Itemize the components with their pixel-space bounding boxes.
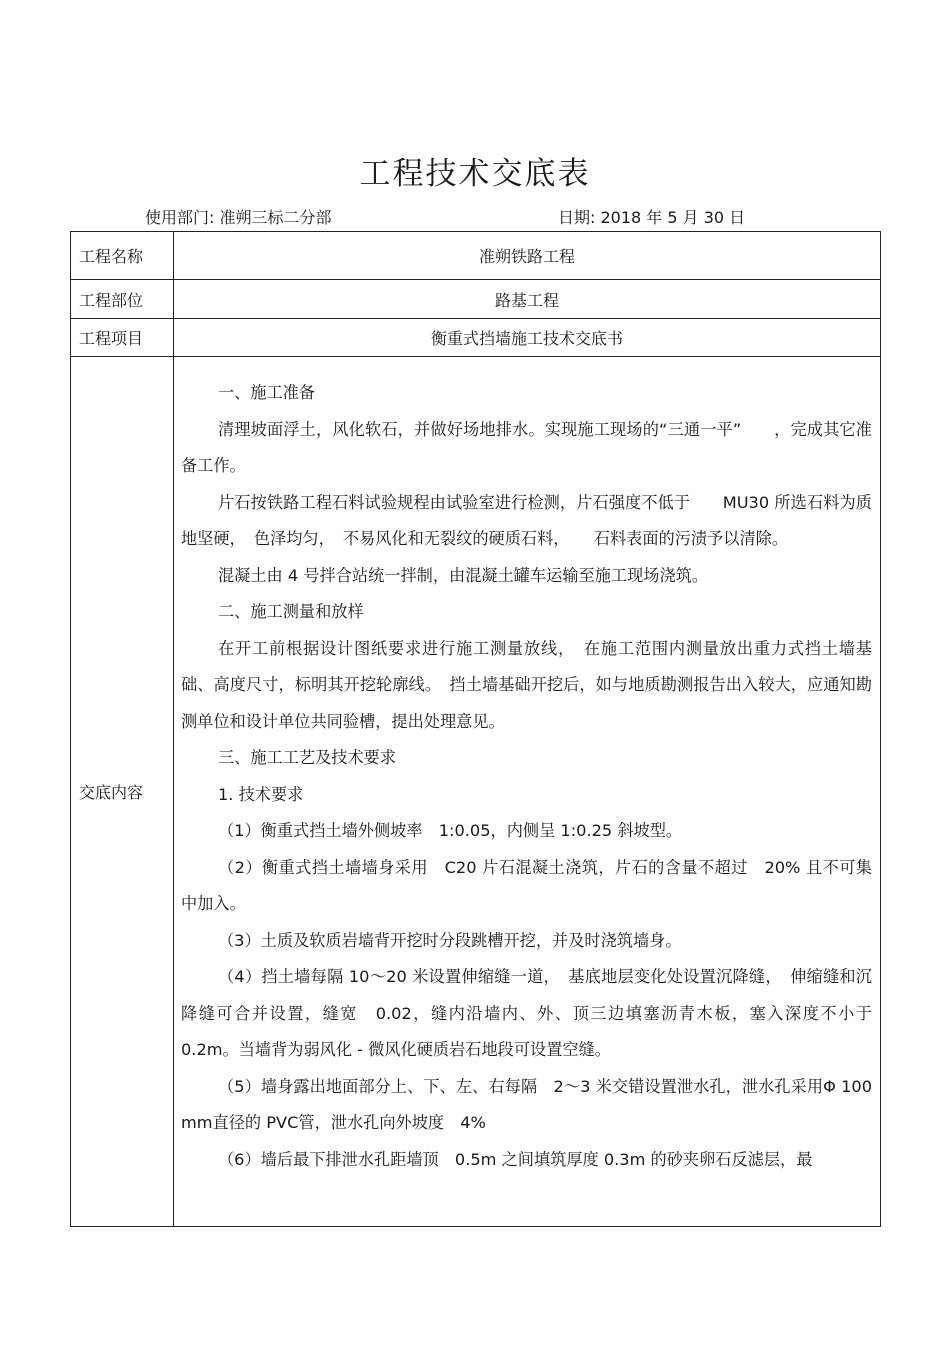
content-paragraph: 混凝土由 4 号拌合站统一拌制，由混凝土罐车运输至施工现场浇筑。 xyxy=(218,565,709,585)
date-label: 日期: 2018 年 5 月 30 日 xyxy=(558,208,746,227)
row-label-project-item: 工程项目 xyxy=(71,319,174,357)
row-label-project-section: 工程部位 xyxy=(71,280,174,319)
content-paragraph: （5）墙身露出地面部分上、下、左、右每隔 2～3 米交错设置泄水孔，泄水孔采用Φ 100 mm直径的 PVC管，泄水孔向外坡度 4% xyxy=(181,1076,872,1132)
content-paragraph: 1. 技术要求 xyxy=(218,784,304,804)
row-label-project-name: 工程名称 xyxy=(71,232,174,280)
briefing-table xyxy=(70,231,881,1227)
content-body xyxy=(181,357,872,1178)
content-paragraph: 清理坡面浮土，风化软石，并做好场地排水。实现施工现场的“三通一平” ，完成其它准备工作。 xyxy=(181,419,872,475)
table-row xyxy=(71,280,881,319)
content-paragraph: （4）挡土墙每隔 10～20 米设置伸缩缝一道， 基底地层变化处设置沉降缝， 伸缩缝和沉降缝可合并设置，缝宽 0.02，缝内沿墙内、外、顶三边填塞沥青木板，塞入深度不小于 0.2m。当墙背为弱风化 - 微风化硬质岩石地段可设置空缝。 xyxy=(181,967,872,1059)
content-paragraph: （1）衡重式挡土墙外侧坡率 1:0.05，内侧呈 1:0.25 斜坡型。 xyxy=(218,821,683,840)
table-row xyxy=(71,319,881,357)
content-paragraph: （3）土质及软质岩墙背开挖时分段跳槽开挖，并及时浇筑墙身。 xyxy=(218,930,682,950)
section-heading: 一、施工准备 xyxy=(218,383,316,402)
content-cell xyxy=(174,357,881,1227)
row-value-project-section: 路基工程 xyxy=(174,280,881,319)
department-label: 使用部门: 准朔三标二分部 xyxy=(145,208,332,227)
section-heading: 二、施工测量和放样 xyxy=(218,602,364,621)
content-paragraph: 片石按铁路工程石料试验规程由试验室进行检测，片石强度不低于 MU30 所选石料为质地坚硬， 色泽均匀， 不易风化和无裂纹的硬质石料， 石料表面的污渍予以清除。 xyxy=(181,492,872,548)
table-row xyxy=(71,232,881,280)
section-heading: 三、施工工艺及技术要求 xyxy=(218,748,397,767)
document-title: 工程技术交底表 xyxy=(359,156,591,192)
content-paragraph: （2）衡重式挡土墙墙身采用 C20 片石混凝土浇筑，片石的含量不超过 20% 且不可集中加入。 xyxy=(181,857,872,913)
row-label-content: 交底内容 xyxy=(71,357,174,1227)
content-paragraph: 在开工前根据设计图纸要求进行施工测量放线， 在施工范围内测量放出重力式挡土墙基础、高度尺寸，标明其开挖轮廓线。 挡土墙基础开挖后，如与地质勘测报告出入较大，应通知勘测单位和设计单位共同验槽，提出处理意见。 xyxy=(181,638,872,731)
table-row xyxy=(71,357,881,1227)
row-value-project-name: 准朔铁路工程 xyxy=(174,232,881,280)
content-paragraph: （6）墙后最下排泄水孔距墙顶 0.5m 之间填筑厚度 0.3m 的砂夹卵石反滤层，最 xyxy=(218,1149,813,1169)
row-value-project-item: 衡重式挡墙施工技术交底书 xyxy=(174,319,881,357)
